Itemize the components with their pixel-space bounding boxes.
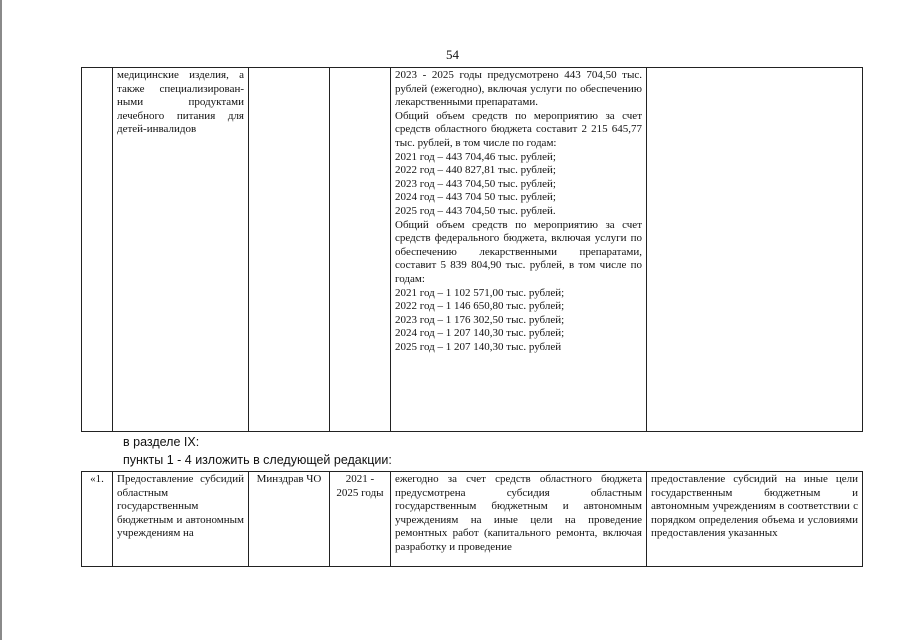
cell-number: «1. (82, 472, 113, 567)
cell-result (647, 68, 863, 432)
details-line: 2025 год – 443 704,50 тыс. рублей. (395, 204, 556, 217)
cell-funding-details (391, 68, 647, 432)
details-line: 2024 год – 1 207 140,30 тыс. рублей; (395, 327, 565, 340)
cell-result: предоставление субсидий на иные цели государственным бюджетным и автономным учреждениям в соответствии с порядком определения объема и условиями предоставления указанных (647, 472, 863, 567)
table-row (82, 472, 863, 567)
section-heading: в разделе IX: (123, 435, 200, 449)
cell-item-name: Предоставление субсидий областным государственным бюджетным и автономным учреждениям на (113, 472, 249, 567)
cell-years: 2021 - 2025 годы (330, 472, 391, 567)
instruction-text: пункты 1 - 4 изложить в следующей редакции: (123, 453, 392, 467)
details-paragraph: Общий объем средств по мероприятию за счет средств областного бюджета составит 2 215 645,77 тыс. рублей, в том числе по годам: (395, 109, 642, 149)
details-line: 2022 год – 1 146 650,80 тыс. рублей; (395, 300, 565, 313)
cell-description: ежегодно за счет средств областного бюджета предусмотрена субсидия областным государственным бюджетным и автономным учреждениям на иные цели на проведение ремонтных работ (капитального ремонта, включая разработку и проведение (391, 472, 647, 567)
details-paragraph: 2023 - 2025 годы предусмотрено 443 704,50 тыс. рублей (ежегодно), включая услуги по обеспечению лекарственными препаратами. (395, 69, 642, 109)
details-line: 2023 год – 1 176 302,50 тыс. рублей; (395, 313, 565, 326)
continuation-table (81, 67, 863, 432)
scan-edge (0, 0, 2, 640)
details-line: 2021 год – 1 102 571,00 тыс. рублей; (395, 286, 565, 299)
details-line: 2023 год – 443 704,50 тыс. рублей; (395, 177, 556, 190)
cell-item-name: медицинские изделия, а также специализирован-ными продуктами лечебного питания для детей-инвалидов (113, 68, 249, 432)
details-paragraph: Общий объем средств по мероприятию за счет средств федерального бюджета, включая услуги по обеспечению лекарственными препаратами, составит 5 839 804,90 тыс. рублей, в том числе по годам: (395, 218, 642, 285)
details-line: 2021 год – 443 704,46 тыс. рублей; (395, 150, 556, 163)
table-row (82, 68, 863, 432)
page-number: 54 (446, 47, 459, 62)
cell-years (330, 68, 391, 432)
details-line: 2024 год – 443 704 50 тыс. рублей; (395, 191, 556, 204)
cell-executor (249, 68, 330, 432)
details-line: 2022 год – 440 827,81 тыс. рублей; (395, 164, 556, 177)
cell-number (82, 68, 113, 432)
new-edition-table (81, 471, 863, 567)
details-line: 2025 год – 1 207 140,30 тыс. рублей (395, 340, 562, 353)
cell-executor: Минздрав ЧО (249, 472, 330, 567)
